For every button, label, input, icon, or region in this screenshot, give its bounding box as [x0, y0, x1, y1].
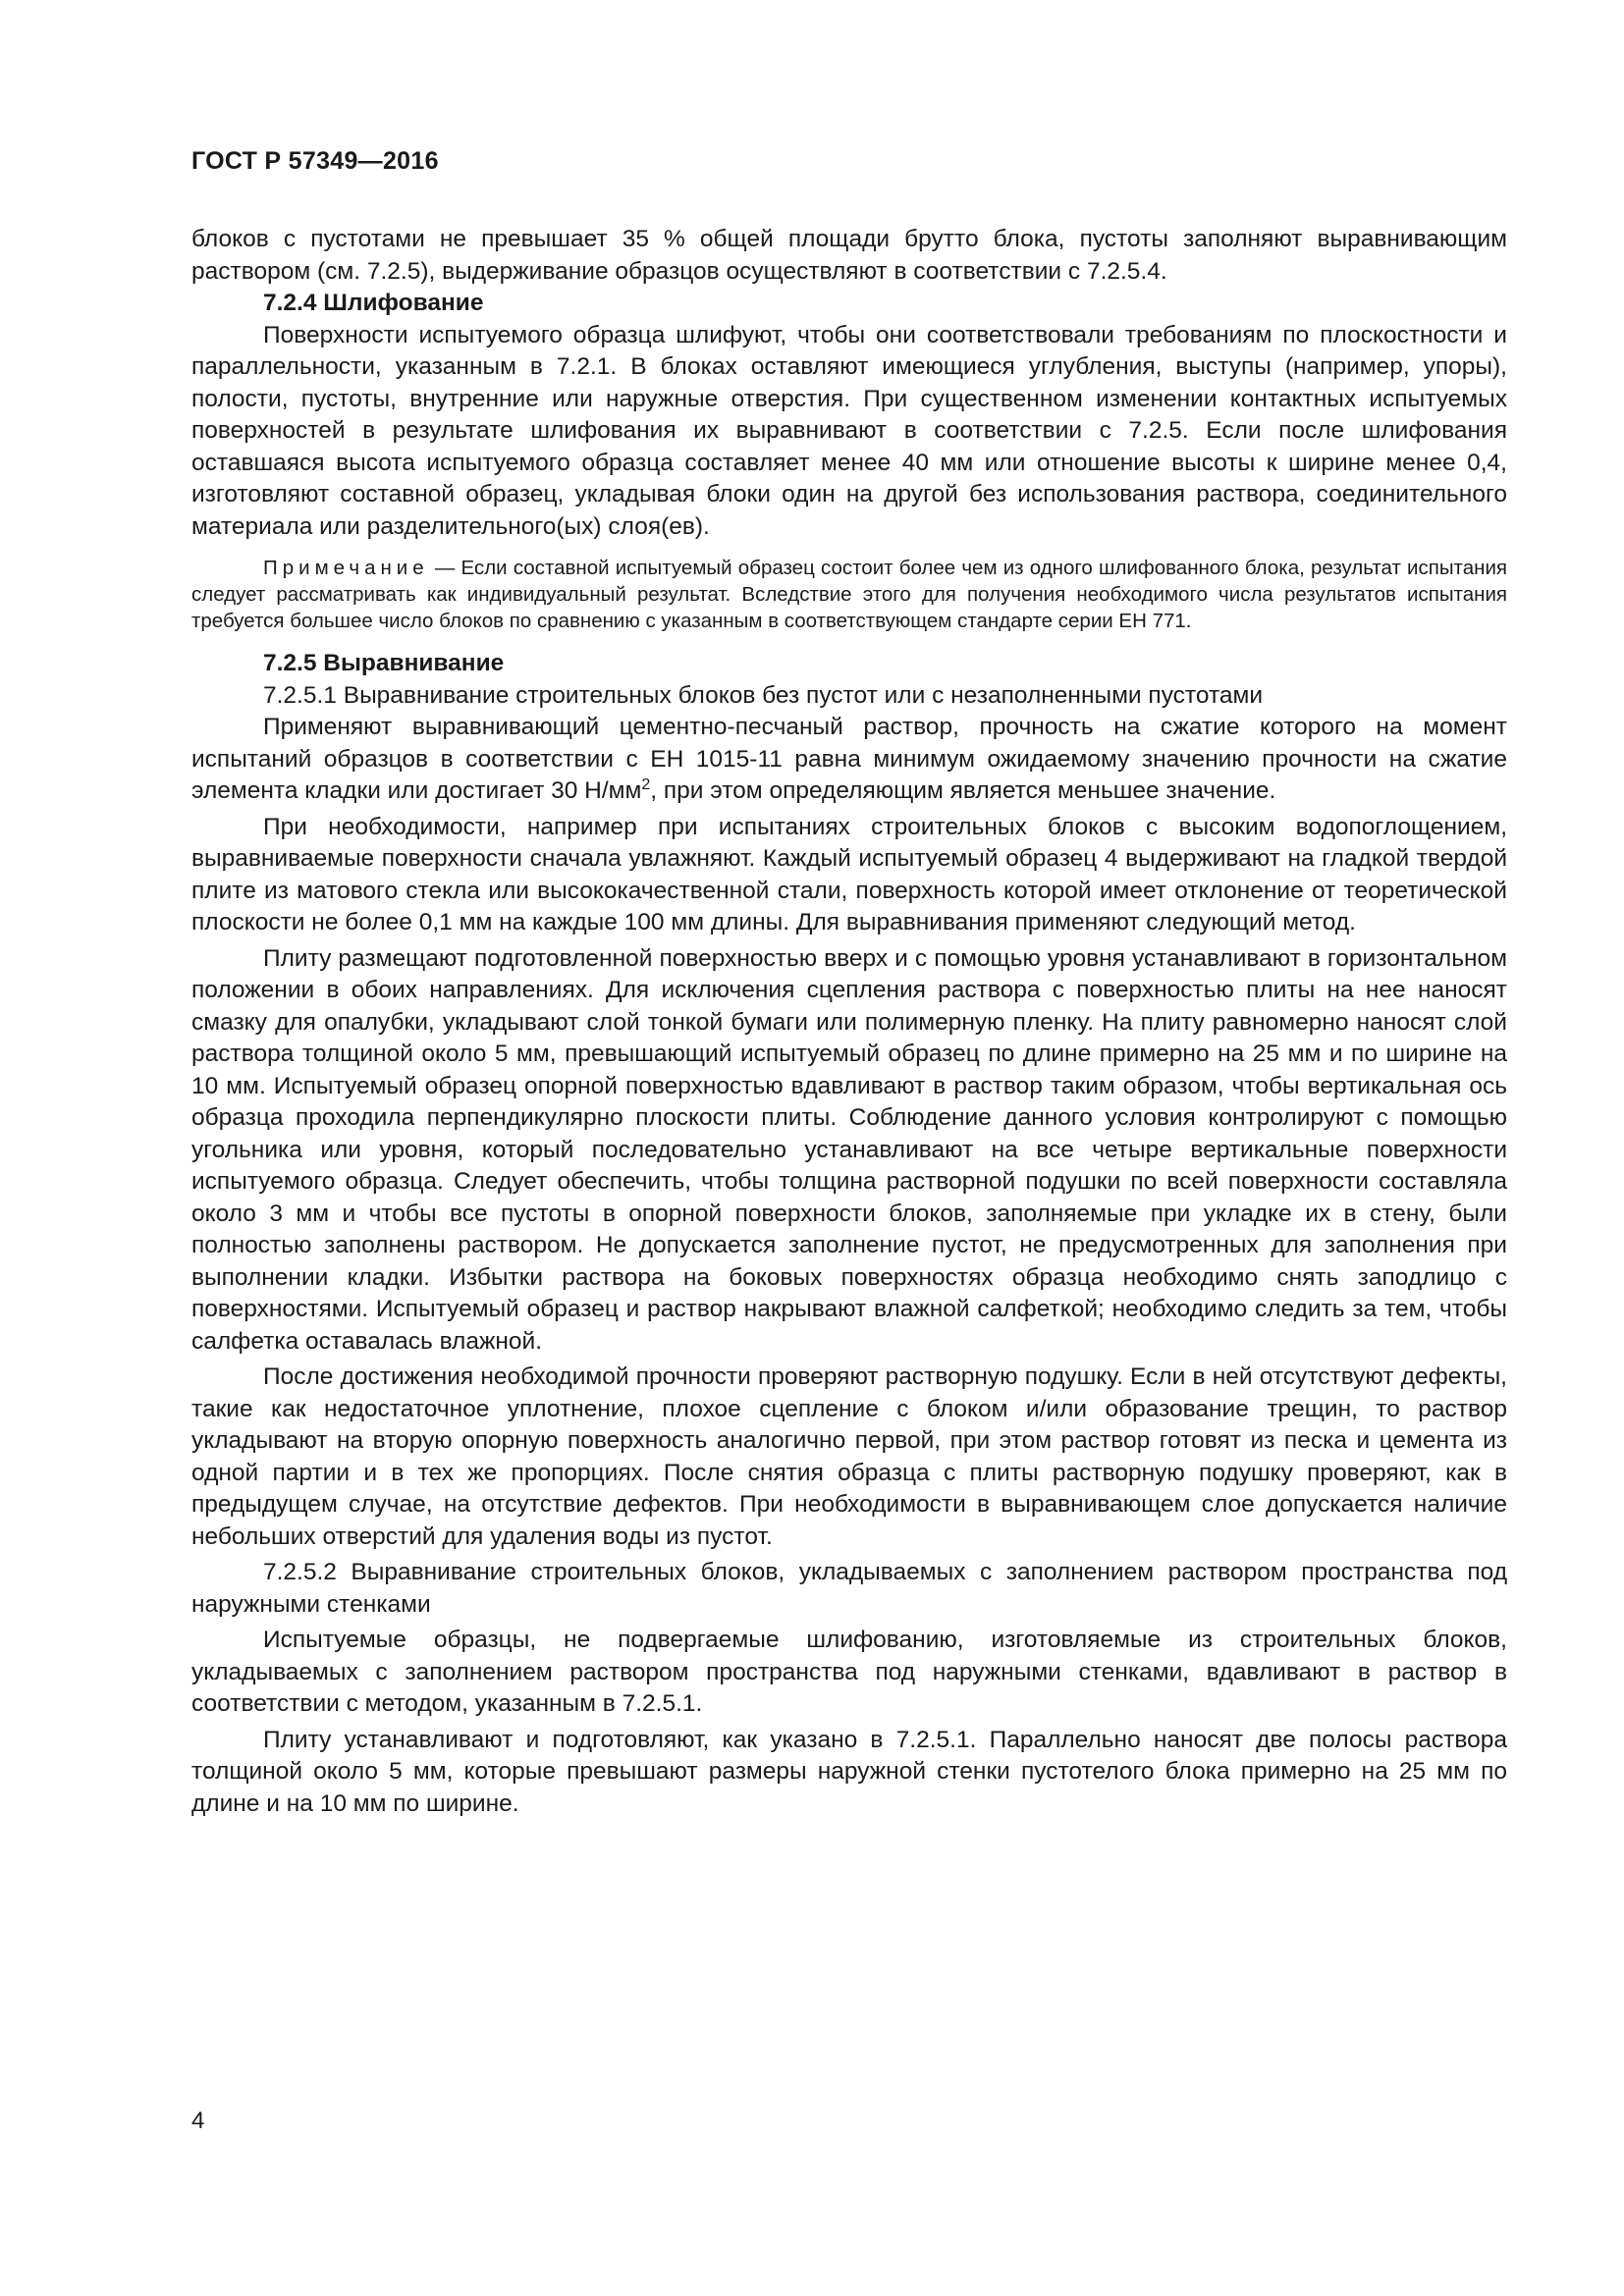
subsection-title-7-2-5-2: 7.2.5.2 Выравнивание строительных блоков, укладываемых с заполнением раствором пространства под наружными стенками [191, 1559, 1507, 1618]
paragraph-mortar-tail: , при этом определяющим является меньшее значение. [650, 777, 1276, 804]
page-number: 4 [191, 2108, 205, 2134]
paragraph-plate-method: Плиту размещают подготовленной поверхностью вверх и с помощью уровня устанавливают в горизонтальном положении в обоих направлениях. Для исключения сцепления раствора с поверхностью плиты на нее наносят смазку для опалубки, укладывают слой тонкой бумаги или полимерную пленку. На плиту равномерно наносят слой раствора толщиной около 5 мм, превышающий испытуемый образец по длине примерно на 25 мм и по ширине на 10 мм. Испытуемый образец опорной поверхностью вдавливают в раствор таким образом, чтобы вертикальная ось образца проходила перпендикулярно плоскости плиты. Соблюдение данного условия контролируют с помощью угольника или уровня, который последовательно устанавливают на все четыре вертикальные поверхности испытуемого образца. Следует обеспечить, чтобы толщина растворной подушки по всей поверхности составляла около 3 мм и чтобы все пустоты в опорной поверхности блоков, заполняемые при укладке их в стену, были полностью заполнены раствором. Не допускается заполнение пустот, не предусмотренных для заполнения при выполнении кладки. Избытки раствора на боковых поверхностях образца необходимо снять заподлицо с поверхностями. Испытуемый образец и раствор накрывают влажной салфеткой; необходимо следить за тем, чтобы салфетка оставалась влажной. [191, 944, 1507, 1355]
standard-header: ГОСТ Р 57349—2016 [191, 147, 439, 175]
paragraph-strength-check: После достижения необходимой прочности проверяют растворную подушку. Если в ней отсутствуют дефекты, такие как недостаточное уплотнение, плохое сцепление с блоком и/или образование трещин, то раствор укладывают на вторую опорную поверхность аналогично первой, при этом раствор готовят из песка и цемента из одной партии и в тех же пропорциях. После снятия образца с плиты растворную подушку проверяют, как в предыдущем случае, на отсутствие дефектов. При необходимости в выравнивающем слое допускается наличие небольших отверстий для удаления воды из пустот. [191, 1363, 1507, 1550]
subsection-title-7-2-5-1: 7.2.5.1 Выравнивание строительных блоков без пустот или с незаполненными пустотами [263, 681, 1264, 709]
paragraph-grinding: Поверхности испытуемого образца шлифуют, чтобы они соответствовали требованиям по плоскостности и параллельности, указанным в 7.2.1. В блоках оставляют имеющиеся углубления, выступы (например, упоры), полости, пустоты, внутренние или наружные отверстия. При существенном изменении контактных испытуемых поверхностей в результате шлифования их выравнивают в соответствии с 7.2.5. Если после шлифования оставшаяся высота испытуемого образца составляет менее 40 мм или отношение высоты к ширине менее 0,4, изготовляют составной образец, укладывая блоки один на другой без использования раствора, соединительного материала или разделительного(ых) слоя(ев). [191, 321, 1507, 540]
section-heading-7-2-4: 7.2.4 Шлифование [263, 290, 484, 316]
note-text: — Если составной испытуемый образец состоит более чем из одного шлифованного блока, результат испытания следует рассматривать как индивидуальный результат. Вследствие этого для получения необходимого числа результатов испытания требуется большее число блоков по сравнению с указанным в соответствующем стандарте серии ЕН 771. [191, 557, 1507, 632]
document-page [191, 0, 1507, 2296]
superscript: 2 [641, 775, 651, 793]
paragraph-unground-samples: Испытуемые образцы, не подвергаемые шлифованию, изготовляемые из строительных блоков, укладываемых с заполнением раствором пространства под наружными стенками, вдавливают в раствор в соответствии с методом, указанным в 7.2.5.1. [191, 1627, 1507, 1717]
paragraph-mortar-text: Применяют выравнивающий цементно-песчаный раствор, прочность на сжатие которого на момент испытаний образцов в соответствии с ЕН 1015-11 равна минимум ожидаемому значению прочности на сжатие элемента кладки или достигает 30 Н/мм [191, 714, 1507, 804]
paragraph-plate-strips: Плиту устанавливают и подготовляют, как указано в 7.2.5.1. Параллельно наносят две полосы раствора толщиной около 5 мм, которые превышают размеры наружной стенки пустотелого блока примерно на 25 мм по длине и на 10 мм по ширине. [191, 1726, 1507, 1817]
paragraph-moistening: При необходимости, например при испытаниях строительных блоков с высоким водопоглощением, выравниваемые поверхности сначала увлажняют. Каждый испытуемый образец 4 выдерживают на гладкой твердой плите из матового стекла или высококачественной стали, поверхность которой имеет отклонение от теоретической плоскости не более 0,1 мм на каждые 100 мм длины. Для выравнивания применяют следующий метод. [191, 813, 1507, 935]
paragraph-mortar [191, 712, 1507, 808]
note-block [191, 555, 1507, 634]
paragraph-continuation: блоков с пустотами не превышает 35 % общей площади брутто блока, пустоты заполняют выравнивающим раствором (см. 7.2.5), выдерживание образцов осуществляют в соответствии с 7.2.5.4. [191, 226, 1507, 285]
note-label: Примечание [263, 557, 429, 579]
document-body [191, 224, 1507, 1820]
section-heading-7-2-5: 7.2.5 Выравнивание [263, 650, 505, 676]
